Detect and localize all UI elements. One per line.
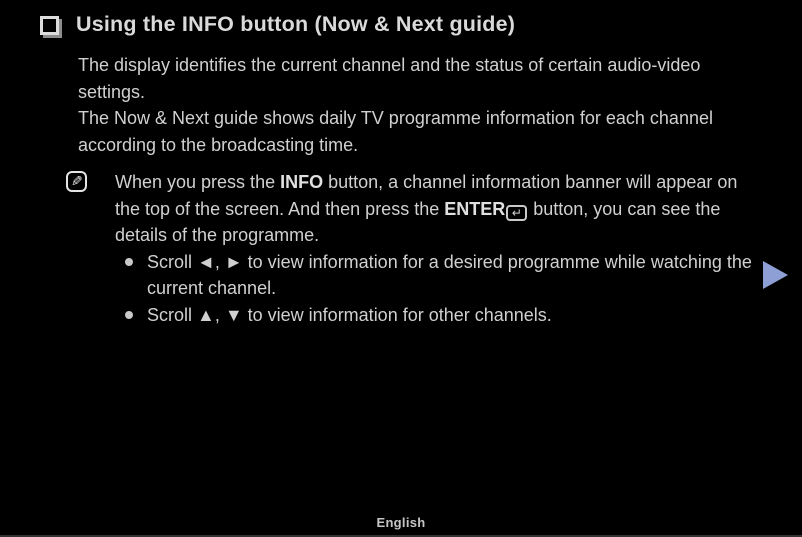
intro-paragraph-2: The Now & Next guide shows daily TV programme information for each channel according to the broadcasting time. bbox=[78, 108, 713, 155]
bullet-list bbox=[125, 249, 802, 329]
bullet-dot-icon bbox=[125, 311, 133, 319]
bullet-item-scroll-vertical bbox=[125, 302, 802, 329]
intro-paragraph-1: The display identifies the current channel and the status of certain audio-video settings. bbox=[78, 55, 701, 102]
page-title-row bbox=[40, 12, 802, 37]
enter-key-icon bbox=[506, 205, 527, 221]
page-title: Using the INFO button (Now & Next guide) bbox=[76, 12, 516, 36]
footer-language-label: English bbox=[376, 515, 426, 530]
enter-button-label: ENTER bbox=[444, 198, 506, 219]
note-text-part3: button, you can see the details of the programme. bbox=[115, 198, 721, 245]
bullet-item-scroll-horizontal bbox=[125, 249, 802, 302]
bookmark-square-icon bbox=[40, 16, 59, 35]
note-text bbox=[115, 169, 757, 249]
enter-key-glyph: ↵ bbox=[511, 205, 522, 220]
next-page-arrow-icon[interactable] bbox=[763, 261, 788, 289]
bullet-text: Scroll ◄, ► to view information for a desired programme while watching the current channel. bbox=[147, 251, 752, 298]
info-button-label: INFO bbox=[280, 172, 324, 192]
bullet-dot-icon bbox=[125, 258, 133, 266]
pencil-glyph: ✎ bbox=[70, 172, 83, 189]
note-text-part1: When you press the bbox=[115, 172, 281, 192]
note-pencil-icon bbox=[66, 171, 87, 192]
note-text-part2: button, a channel information banner will appear on the top of the screen. And then press the bbox=[115, 172, 738, 219]
note-block bbox=[66, 169, 802, 249]
emanual-page bbox=[0, 12, 802, 537]
bullet-text: Scroll ▲, ▼ to view information for other channels. bbox=[147, 304, 552, 325]
